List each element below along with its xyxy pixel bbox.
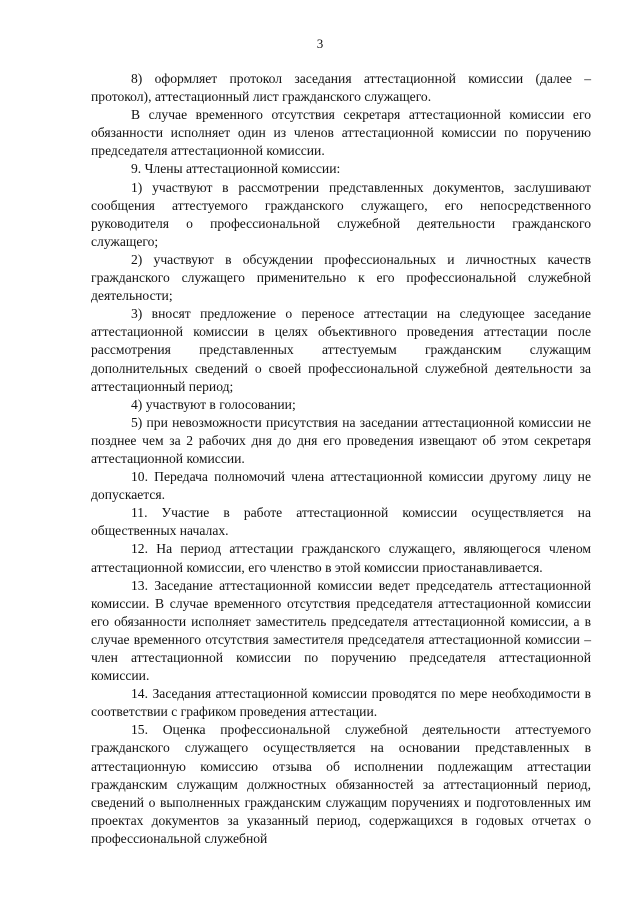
- paragraph-secretary-absence: В случае временного отсутствия секретаря аттестационной комиссии его обязанности исполняет один из членов аттестационной комиссии по поручению председателя аттестационной комиссии.: [91, 107, 591, 159]
- paragraph-section-13: 13. Заседание аттестационной комиссии ведет председатель аттестационной комиссии. В случае временного отсутствия председателя аттестационной комиссии его обязанности исполняет заместитель председателя аттестационной комиссии, а в случае временного отсутствия заместителя председателя аттестационной комиссии – член аттестационной комиссии по поручению председателя аттестационной комиссии.: [91, 577, 591, 684]
- page-number: 3: [316, 36, 324, 51]
- paragraph-section-15: 15. Оценка профессиональной служебной деятельности аттестуемого гражданского служащего осуществляется на основании представленных в аттестационную комиссию отзыва об исполнении подлежащим аттестации гражданским служащим должностных обязанностей за аттестационный период, сведений о выполненных гражданским служащим поручениях и подготовленных им проектах документов за указанный период, содержащихся в годовых отчетах о профессиональной служебной: [91, 722, 591, 846]
- paragraph-item-9-4: 4) участвуют в голосовании;: [131, 396, 296, 412]
- paragraph-section-11: 11. Участие в работе аттестационной комиссии осуществляется на общественных началах.: [91, 505, 591, 539]
- paragraph-item-8: 8) оформляет протокол заседания аттестационной комиссии (далее – протокол), аттестационный лист гражданского служащего.: [91, 71, 591, 105]
- paragraph-item-9-5: 5) при невозможности присутствия на заседании аттестационной комиссии не позднее чем за 2 рабочих дня до дня его проведения извещают об этом секретаря аттестационной комиссии.: [91, 414, 591, 466]
- paragraph-section-10: 10. Передача полномочий члена аттестационной комиссии другому лицу не допускается.: [91, 469, 591, 503]
- paragraph-section-14: 14. Заседания аттестационной комиссии проводятся по мере необходимости в соответствии с графиком проведения аттестации.: [91, 686, 591, 720]
- paragraph-item-9-2: 2) участвуют в обсуждении профессиональных и личностных качеств гражданского служащего применительно к его профессиональной служебной деятельности;: [91, 251, 591, 304]
- paragraph-section-12: 12. На период аттестации гражданского служащего, являющегося членом аттестационной комиссии, его членство в этой комиссии приостанавливается.: [91, 541, 591, 575]
- paragraph-section-9-heading: 9. Члены аттестационной комиссии:: [131, 161, 341, 177]
- paragraph-item-9-3: 3) вносят предложение о переносе аттестации на следующее заседание аттестационной комиссии в целях объективного проведения аттестации после рассмотрения представленных аттестуемым гражданским служащим дополнительных сведений о своей профессиональной служебной деятельности за аттестационный период;: [91, 306, 591, 394]
- document-body: [91, 70, 591, 848]
- paragraph-item-9-1: 1) участвуют в рассмотрении представленных документов, заслушивают сообщения аттестуемого гражданского служащего, его непосредственного руководителя о профессиональной служебной деятельности гражданского служащего;: [91, 179, 591, 249]
